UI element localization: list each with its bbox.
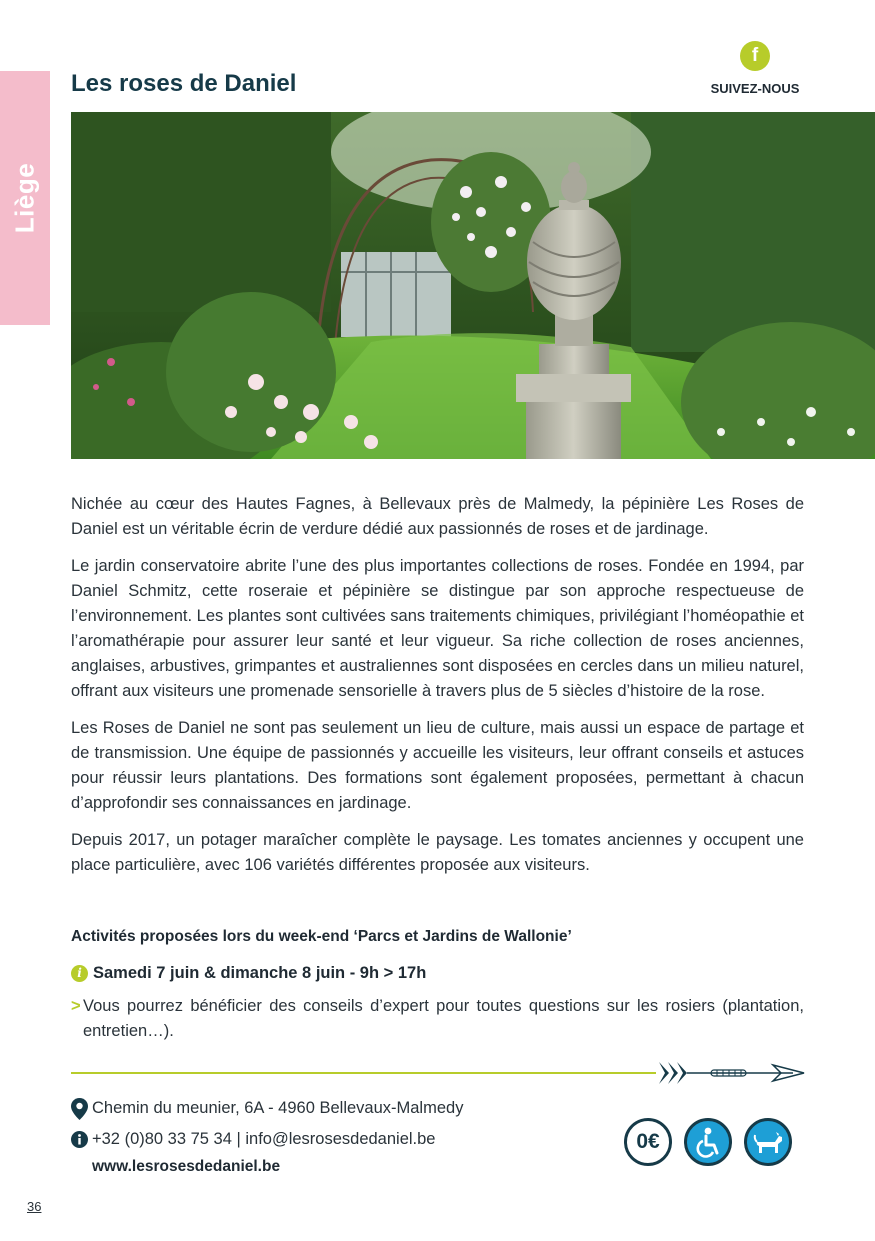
address-text: Chemin du meunier, 6A - 4960 Bellevaux-Malmedy <box>92 1099 464 1117</box>
arrow-divider <box>71 1060 806 1086</box>
address-line <box>71 1096 463 1121</box>
map-pin-icon <box>71 1098 88 1120</box>
chevron-right-icon: > <box>71 997 81 1015</box>
paragraph: Depuis 2017, un potager maraîcher complète le paysage. Les tomates anciennes y occupent une place particulière, avec 106 variétés différentes proposée aux visiteurs. <box>71 831 804 874</box>
info-icon <box>71 1131 88 1148</box>
follow-us[interactable] <box>700 41 810 96</box>
free-entry-badge: 0€ <box>624 1118 672 1166</box>
website-link[interactable]: www.lesrosesdedaniel.be <box>92 1158 281 1175</box>
phone-email-text[interactable]: +32 (0)80 33 75 34 | info@lesrosesdedaniel.be <box>92 1130 436 1148</box>
activity-item <box>71 994 804 1044</box>
region-tab <box>0 71 50 325</box>
info-icon: i <box>71 965 88 982</box>
page-number: 36 <box>27 1199 42 1214</box>
wheelchair-icon <box>684 1118 732 1166</box>
amenity-badges <box>624 1118 792 1166</box>
arrow-fletching-icon <box>659 1062 687 1084</box>
paragraph: Le jardin conservatoire abrite l’une des plus importantes collections de roses. Fondée en 1994, par Daniel Schmitz, cette roseraie et pépinière se distingue par son approche respectueuse de l’environnement. Les plantes sont cultivées sans traitements chimiques, privilégiant l’homéopathie et l’aromathérapie pour assurer leur santé et leur vigueur. Sa riche collection de roses anciennes, anglaises, arbustives, grimpantes et australiennes sont disposées en cercles dans un milieu naturel, offrant aux visiteurs une promenade sensorielle à travers plus de 5 siècles d’histoire de la rose. <box>71 557 804 700</box>
contact-block <box>71 1096 463 1176</box>
region-label: Liège <box>9 162 40 234</box>
activity-text: Vous pourrez bénéficier des conseils d’expert pour toutes questions sur les rosiers (plantation, entretien…). <box>83 997 804 1040</box>
event-date <box>71 964 426 983</box>
garden-photo <box>71 112 875 459</box>
phone-email-line[interactable] <box>71 1127 463 1152</box>
activities-heading: Activités proposées lors du week-end ‘Parcs et Jardins de Wallonie’ <box>71 928 572 945</box>
facebook-icon[interactable]: f <box>740 41 770 71</box>
dog-icon <box>744 1118 792 1166</box>
article-body <box>71 492 804 890</box>
paragraph: Les Roses de Daniel ne sont pas seulement un lieu de culture, mais aussi un espace de partage et de transmission. Une équipe de passionnés y accueille les visiteurs, leur offrant conseils et astuces pour réussir leurs plantations. Des formations sont également proposées, permettant à chacun d’approfondir ses connaissances en jardinage. <box>71 719 804 812</box>
event-date-text: Samedi 7 juin & dimanche 8 juin - 9h > 17h <box>93 964 427 982</box>
paragraph: Nichée au cœur des Hautes Fagnes, à Bellevaux près de Malmedy, la pépinière Les Roses de Daniel est un véritable écrin de verdure dédié aux passionnés de roses et de jardinage. <box>71 495 804 538</box>
follow-label[interactable]: SUIVEZ-NOUS <box>710 81 800 96</box>
page-title: Les roses de Daniel <box>71 70 297 97</box>
